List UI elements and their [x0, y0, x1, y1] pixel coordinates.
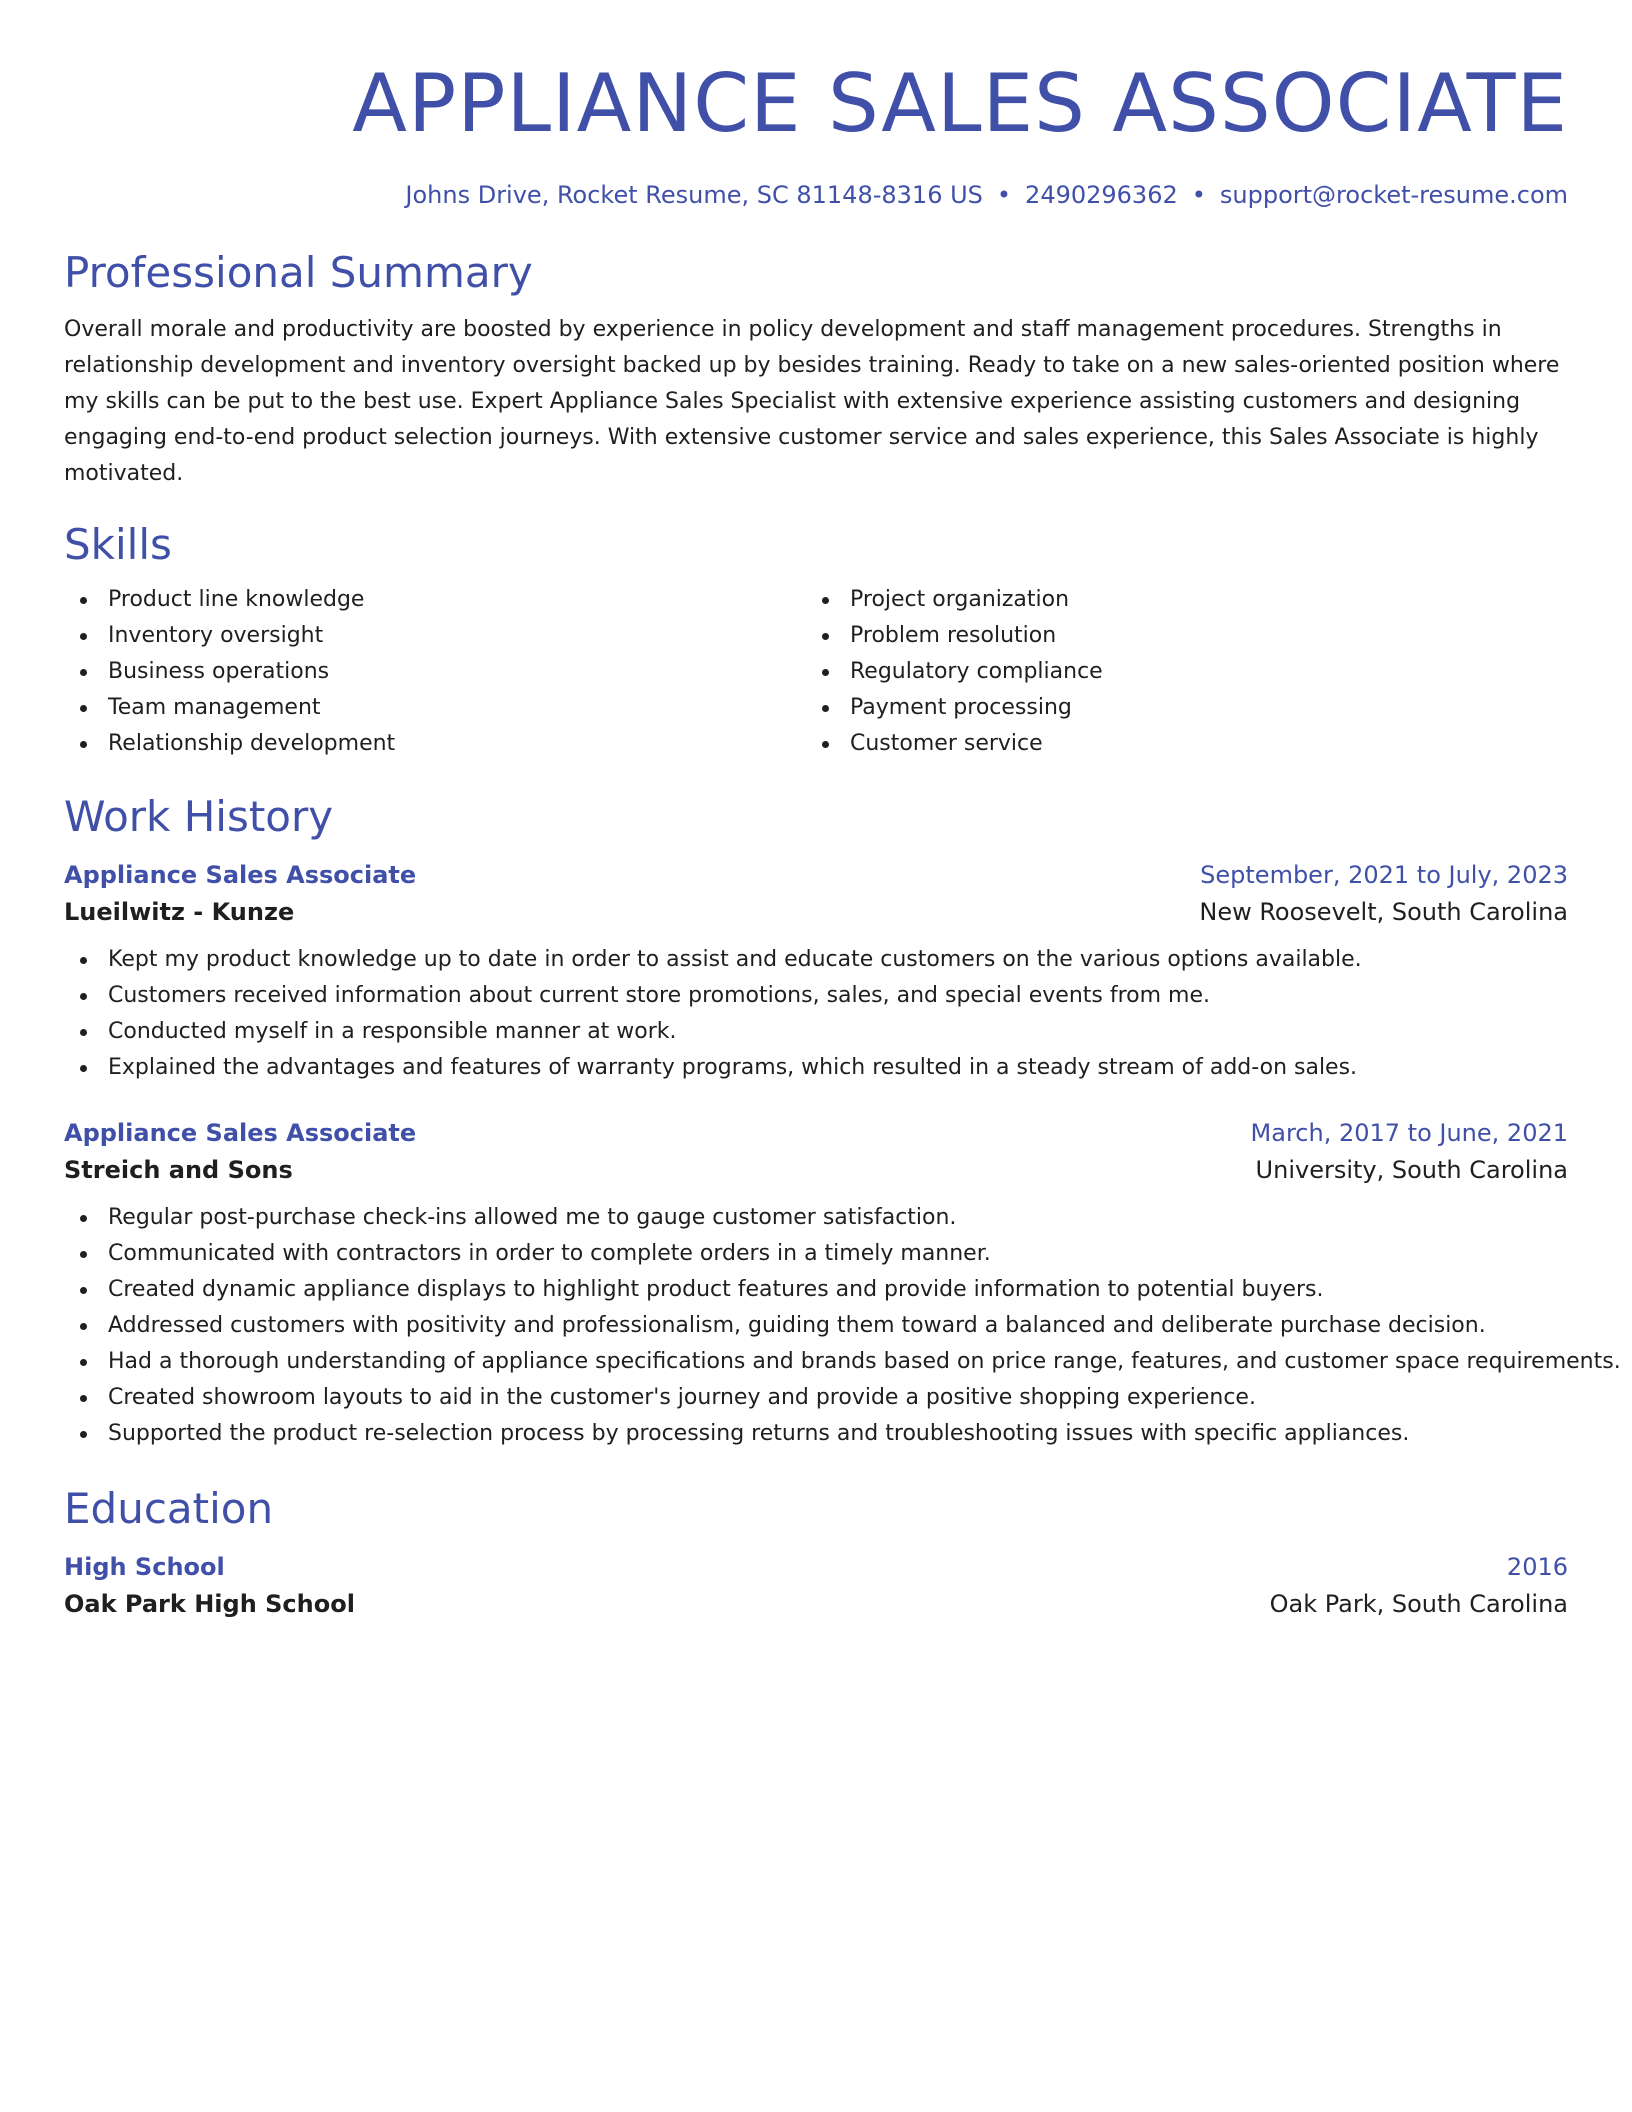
skill-item: Problem resolution	[806, 618, 1548, 654]
education-heading: Education	[64, 1484, 274, 1533]
education-degree: High School	[64, 1553, 225, 1581]
job-duties-list	[64, 1200, 1621, 1452]
resume-page	[64, 0, 1621, 1624]
job-entry	[64, 858, 1568, 1086]
job-company-row	[64, 1150, 1568, 1190]
job-dates: March, 2017 to June, 2021	[1250, 1119, 1568, 1147]
job-duty-item: Communicated with contractors in order to complete orders in a timely manner.	[64, 1236, 1568, 1272]
job-duty-item: Created showroom layouts to aid in the customer's journey and provide a positive shopping experience.	[64, 1380, 1568, 1416]
skills-heading: Skills	[64, 520, 172, 569]
summary-heading: Professional Summary	[64, 248, 533, 297]
skill-item: Payment processing	[806, 690, 1548, 726]
contact-separator: •	[1191, 181, 1206, 209]
education-year: 2016	[1506, 1553, 1568, 1581]
resume-header	[64, 0, 1568, 210]
job-role: Appliance Sales Associate	[64, 861, 417, 889]
job-duty-item: Regular post-purchase check-ins allowed me to gauge customer satisfaction.	[64, 1200, 1568, 1236]
job-company-row	[64, 892, 1568, 932]
job-duty-item: Explained the advantages and features of warranty programs, which resulted in a steady stream of add-on sales.	[64, 1050, 1568, 1086]
skills-list-right	[806, 582, 1548, 762]
summary-text: Overall morale and productivity are boosted by experience in policy development and staff management procedures. Strengths in relationship development and inventory oversight backed up by besides training. Ready to take on a new sales-oriented position where my skills can be put to the best use. Expert Appliance Sales Specialist with extensive experience assisting customers and designing engaging end-to-end product selection journeys. With extensive customer service and sales experience, this Sales Associate is highly motivated.	[64, 317, 1560, 486]
job-duty-item: Addressed customers with positivity and professionalism, guiding them toward a balanced and deliberate purchase decision.	[64, 1308, 1568, 1344]
job-duty-item: Kept my product knowledge up to date in order to assist and educate customers on the various options available.	[64, 942, 1568, 978]
education-school-row	[64, 1584, 1568, 1624]
skill-item: Relationship development	[64, 726, 806, 762]
skill-item: Team management	[64, 690, 806, 726]
contact-address: Johns Drive, Rocket Resume, SC 81148-8316 US	[405, 181, 983, 209]
contact-line	[64, 180, 1568, 210]
job-duty-item: Supported the product re-selection process by processing returns and troubleshooting issues with specific appliances.	[64, 1416, 1568, 1452]
resume-name: APPLIANCE SALES ASSOCIATE	[352, 57, 1568, 150]
job-duties-list	[64, 942, 1568, 1086]
education-degree-row	[64, 1550, 1568, 1584]
skill-item: Project organization	[806, 582, 1548, 618]
job-duty-item: Customers received information about current store promotions, sales, and special events from me.	[64, 978, 1568, 1014]
skill-item: Business operations	[64, 654, 806, 690]
job-company: Streich and Sons	[64, 1156, 293, 1184]
skills-list-left	[64, 582, 806, 762]
job-duty-item: Created dynamic appliance displays to highlight product features and provide information to potential buyers.	[64, 1272, 1568, 1308]
job-title-row	[64, 1116, 1568, 1150]
skill-item: Regulatory compliance	[806, 654, 1548, 690]
job-entry	[64, 1116, 1621, 1452]
job-title-row	[64, 858, 1568, 892]
job-location: New Roosevelt, South Carolina	[1199, 898, 1568, 926]
work-history-heading: Work History	[64, 792, 334, 841]
job-company: Lueilwitz - Kunze	[64, 898, 295, 926]
contact-separator: •	[996, 181, 1012, 209]
job-location: University, South Carolina	[1255, 1156, 1568, 1184]
skill-item: Inventory oversight	[64, 618, 806, 654]
job-role: Appliance Sales Associate	[64, 1119, 417, 1147]
contact-phone: 2490296362	[1025, 181, 1178, 209]
skill-item: Product line knowledge	[64, 582, 806, 618]
skill-item: Customer service	[806, 726, 1548, 762]
education-school: Oak Park High School	[64, 1590, 355, 1618]
education-entry	[64, 1550, 1568, 1624]
education-location: Oak Park, South Carolina	[1269, 1590, 1568, 1618]
job-duty-item: Conducted myself in a responsible manner at work.	[64, 1014, 1568, 1050]
skills-grid	[64, 582, 1568, 762]
job-duty-item: Had a thorough understanding of appliance specifications and brands based on price range, features, and customer space requirements.	[64, 1344, 1568, 1380]
contact-email: support@rocket-resume.com	[1219, 181, 1568, 209]
job-dates: September, 2021 to July, 2023	[1200, 861, 1568, 889]
